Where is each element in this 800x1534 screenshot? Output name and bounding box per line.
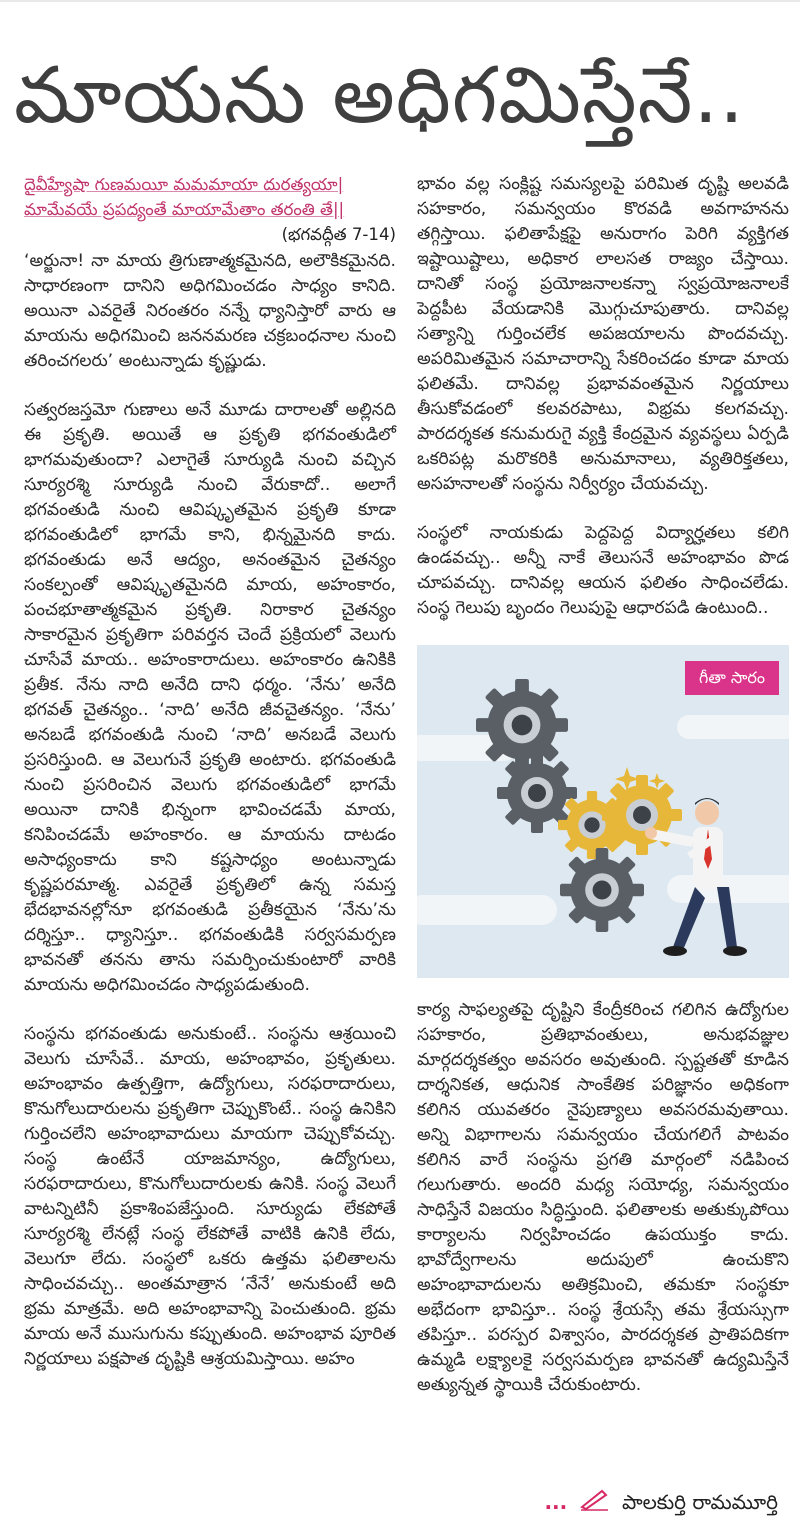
right-paragraph-1: భావం వల్ల సంక్లిష్ట సమస్యలపై పరిమిత దృష్టి అలవడి సహకారం, సమన్వయం కొరవడి అవగాహనను తగ్గిస్తాయి. ఫలితాపేక్షపై అనురాగం పెరిగి వ్యక్తిగత ఇష్టాయిష్టాలు, అధికార లాలసత రాజ్యం చేస్తాయి. దానితో సంస్థ ప్రయోజనాలకన్నా స్వప్రయోజనాలకే పెద్దపీట వేయడానికి మొగ్గుచూపుతారు. దానివల్ల సత్యాన్ని గుర్తించలేక అపజయాలను పొందవచ్చు. అపరిమితమైన సమాచారాన్ని సేకరించడం కూడా మాయ ఫలితమే. దానివల్ల ప్రభావవంతమైన నిర్ణయాలు తీసుకోవడంలో కలవరపాటు, విభ్రమ కలగవచ్చు. పారదర్శకత కనుమరుగై వ్యక్తి కేంద్రమైన వ్యవస్థలు ఏర్పడి ఒకరిపట్ల మరొకరికి అనుమానాలు, వ్యతిరిక్తతలు, అసహనాలతో సంస్థను నిర్వీర్యం చేయవచ్చు.: [417, 174, 789, 494]
signature-dots: ...: [544, 1490, 568, 1514]
right-paragraph-3: కార్య సాఫల్యతపై దృష్టిని కేంద్రీకరించ గలిగిన ఉద్యోగుల సహకారం, ప్రతిభావంతులు, అనుభవజ్ఞుల మార్గదర్శకత్వం అవసరం అవుతుంది. స్పష్టతతో కూడిన దార్శనికత, ఆధునిక సాంకేతిక పరిజ్ఞానం అధికంగా కలిగిన యువతరం నైపుణ్యాలు అవసరమవుతాయి. అన్ని విభాగాలను సమన్వయం చేయగలిగే పాటవం కలిగిన వారే సంస్థను ప్రగతి మార్గంలో నడిపించ గలుగుతారు. అందరి మధ్య సయోధ్య, సమన్వయం సాధిస్తేనే విజయం సిద్ధిస్తుంది. ఫలితాలకు అతుక్కుపోయి కార్యాలను నిర్వహించడం ఉపయుక్తం కాదు. భావోద్వేగాలను అదుపులో ఉంచుకొని అహంభావాదులను అతిక్రమించి, తమకూ సంస్థకూ అభేదంగా భావిస్తూ.. సంస్థ శ్రేయస్సే తమ శ్రేయస్సుగా తపిస్తూ.. పరస్పర విశ్వాసం, పారదర్శకత ప్రాతిపదికగా ఉమ్మడి లక్ష్యాలకై సర్వసమర్పణ భావనతో ఉద్యమిస్తేనే అత్యున్నత స్థాయికి చేరుకుంటారు.: [417, 1000, 789, 1395]
right-column: [417, 172, 789, 1422]
gears-artwork: [417, 645, 789, 978]
left-column: [24, 172, 396, 1396]
left-paragraph-3: సంస్థను భగవంతుడు అనుకుంటే.. సంస్థను ఆశ్రయించి వెలుగు చూసేవే.. మాయ, అహంభావం, ప్రకృతులు. అహంభావం ఉత్పత్తిగా, ఉద్యోగులు, సరఫరాదారులు, కొనుగోలుదారులను ప్రకృతిగా చెప్పుకొంటే.. సంస్థ ఉనికిని గుర్తించలేని అహంభావాదులు మాయగా చెప్పుకోవచ్చు. సంస్థ ఉంటేనే యాజమాన్యం, ఉద్యోగులు, సరఫరాదారులు, కొనుగోలుదారులకు ఉనికి. సంస్థ వెలుగే వాటన్నిటినీ ప్రకాశింపజేస్తుంది. సూర్యుడు లేకపోతే సూర్యరశ్మి లేనట్లే సంస్థ లేకపోతే వాటికి ఉనికి లేదు, వెలుగూ లేదు. సంస్థలో ఒకరు ఉత్తమ ఫలితాలను సాధించవచ్చు.. అంతమాత్రాన ‘నేనే’ అనుకుంటే అది భ్రమ మాత్రమే. అది అహంభావాన్ని పెంచుతుంది. భ్రమ మాయ అనే ముసుగును కప్పుతుంది. అహంభావ పూరిత నిర్ణయాలు పక్షపాత దృష్టికి ఆశ్రయమిస్తాయి. అహం: [24, 1024, 396, 1369]
gita-saram-badge: గీతా సారం: [685, 661, 779, 695]
verse-line-1: దైవీహ్యేషా గుణమయీ మమమాయా దురత్యయా|: [24, 175, 344, 194]
gear-icon: [560, 848, 644, 932]
sloka-verse: [24, 172, 396, 222]
left-paragraph-2: సత్వరజస్తమో గుణాలు అనే మూడు దారాలతో అల్లినది ఈ ప్రకృతి. అయితే ఆ ప్రకృతి భగవంతుడిలో భాగమవుతుందా? ఎలాగైతే సూర్యుడి నుంచి వచ్చిన సూర్యరశ్మి సూర్యుడి నుంచి వేరుకాదో.. అలాగే భగవంతుడి నుంచి ఆవిష్కృతమైన ప్రకృతి కూడా భగవంతుడిలో భాగమే కాని, భిన్నమైనది కాదు. భగవంతుడు అనే ఆద్యం, అనంతమైన చైతన్యం సంకల్పంతో ఆవిష్కృతమైనది మాయ, అహంకారం, పంచభూతాత్మకమైన ప్రకృతి. నిరాకార చైతన్యం సాకారమైన ప్రకృతిగా పరివర్తన చెందే ప్రక్రియలో వెలుగు చూసేవే మాయ.. అహంకారాదులు. అహంకారం ఉనికికి ప్రతీక. నేను నాది అనేది దాని ధర్మం. ‘నేను’ అనేది భగవత్ చైతన్యం.. ‘నాది’ అనేది జీవచైతన్యం. ‘నేను’ అనబడే భగవంతుడి నుంచి ‘నాది’ అనబడే వెలుగు ప్రసరిస్తుంది. ఆ వెలుగునే ప్రకృతి అంటారు. భగవంతుడి నుంచి ప్రసరించిన వెలుగు భగవంతుడిలో భాగమే అయినా దానికి భిన్నంగా భావించడమే మాయ, కనిపించడమే అహంకారం. ఆ మాయను దాటడం అసాధ్యంకాదు కాని కష్టసాధ్యం అంటున్నాడు కృష్ణపరమాత్మ. ఎవరైతే ప్రకృతిలో ఉన్న సమస్త భేదభావనల్లోనూ భగవంతుడి ప్రతీకయైన ‘నేను’ను దర్శిస్తూ.. ధ్యానిస్తూ.. భగవంతుడికి సర్వసమర్పణ భావనతో తనను తాను సమర్పించుకుంటారో వారికి మాయను అధిగమించడం సాధ్యపడుతుంది.: [24, 400, 396, 995]
gear-icon: [476, 679, 568, 771]
gears-illustration: [417, 645, 789, 978]
right-paragraph-2: సంస్థలో నాయకుడు పెద్దపెద్ద విద్యార్హతలు కలిగి ఉండవచ్చు.. అన్నీ నాకే తెలుసనే అహంభావం పొడ చూపవచ్చు. దానివల్ల ఆయన ఫలితం సాధించలేడు. సంస్థ గెలుపు బృందం గెలుపుపై ఆధారపడి ఉంటుంది..: [417, 523, 789, 618]
verse-source: (భగవద్గీత 7-14): [281, 225, 396, 244]
article-headline: మాయను అధిగమిస్తేనే..: [14, 51, 745, 141]
gear-icon: [602, 775, 682, 855]
left-paragraph-1: ‘అర్జునా! నా మాయ త్రిగుణాత్మకమైనది, అలౌకికమైనది. సాధారణంగా దానిని అధిగమించడం సాధ్యం కానిది. అయినా ఎవరైతే నిరంతరం నన్నే ధ్యానిస్తారో వారు ఆ మాయను అధిగమించి జననమరణ చక్రబంధనాల నుంచి తరించగలరు’ అంటున్నాడు కృష్ణుడు.: [24, 251, 396, 371]
author-signature: [544, 1486, 778, 1518]
top-rule: [0, 0, 800, 2]
author-name: పాలకుర్తి రామమూర్తి: [621, 1490, 778, 1514]
pen-icon: [580, 1487, 610, 1520]
verse-line-2: మామేవయే ప్రపద్యంతే మాయామేతాం తరంతి తే||: [24, 200, 345, 219]
